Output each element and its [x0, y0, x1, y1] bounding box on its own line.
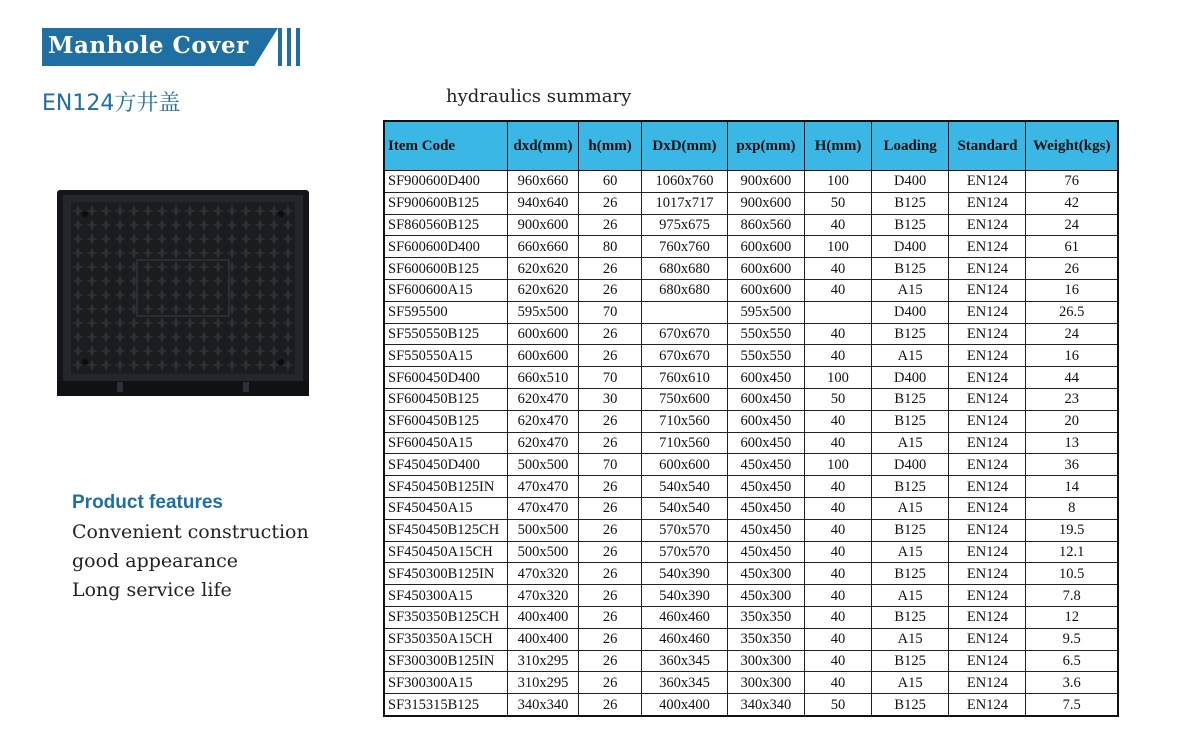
loading-cell: B125	[871, 214, 949, 236]
loading-cell: B125	[871, 258, 949, 280]
table-row	[384, 214, 1118, 236]
standard-cell: EN124	[949, 367, 1026, 389]
h-cell: 26	[578, 432, 641, 454]
dxd-cell: 310x295	[508, 650, 579, 672]
standard-cell: EN124	[949, 585, 1026, 607]
h-cell: 80	[578, 236, 641, 258]
H-cell: 40	[805, 410, 871, 432]
feature-item: Convenient construction	[72, 521, 309, 543]
weight-cell: 14	[1026, 476, 1118, 498]
H-cell: 40	[805, 323, 871, 345]
manhole-cover-photo	[57, 190, 309, 396]
outer-dxd-cell: 1017x717	[642, 192, 727, 214]
loading-cell: B125	[871, 476, 949, 498]
H-cell: 40	[805, 628, 871, 650]
dxd-cell: 900x600	[508, 214, 579, 236]
item-code-cell: SF550550B125	[384, 323, 508, 345]
pxp-cell: 300x300	[727, 650, 805, 672]
standard-cell: EN124	[949, 476, 1026, 498]
item-code-cell: SF600450B125	[384, 388, 508, 410]
item-code-cell: SF600450A15	[384, 432, 508, 454]
h-cell: 26	[578, 214, 641, 236]
item-code-cell: SF350350B125CH	[384, 606, 508, 628]
item-code-cell: SF450450A15CH	[384, 541, 508, 563]
outer-dxd-cell: 975x675	[642, 214, 727, 236]
pxp-cell: 450x450	[727, 519, 805, 541]
outer-dxd-cell: 670x670	[642, 345, 727, 367]
outer-dxd-cell: 710x560	[642, 432, 727, 454]
H-cell: 40	[805, 279, 871, 301]
H-cell: 50	[805, 388, 871, 410]
outer-dxd-cell: 710x560	[642, 410, 727, 432]
pxp-cell: 340x340	[727, 694, 805, 716]
pxp-cell: 450x300	[727, 585, 805, 607]
outer-dxd-cell: 680x680	[642, 258, 727, 280]
dxd-cell: 500x500	[508, 454, 579, 476]
standard-cell: EN124	[949, 236, 1026, 258]
table-row	[384, 541, 1118, 563]
H-cell: 100	[805, 367, 871, 389]
outer-dxd-cell: 400x400	[642, 694, 727, 716]
H-cell: 40	[805, 606, 871, 628]
weight-cell: 61	[1026, 236, 1118, 258]
h-cell: 26	[578, 585, 641, 607]
pxp-cell: 600x450	[727, 367, 805, 389]
pxp-cell: 900x600	[727, 171, 805, 193]
weight-cell: 24	[1026, 323, 1118, 345]
table-row	[384, 454, 1118, 476]
H-cell: 100	[805, 454, 871, 476]
item-code-cell: SF350350A15CH	[384, 628, 508, 650]
h-cell: 26	[578, 563, 641, 585]
dxd-cell: 310x295	[508, 672, 579, 694]
h-cell: 30	[578, 388, 641, 410]
H-cell	[805, 301, 871, 323]
h-cell: 26	[578, 345, 641, 367]
standard-cell: EN124	[949, 171, 1026, 193]
dxd-cell: 400x400	[508, 628, 579, 650]
outer-dxd-cell: 460x460	[642, 628, 727, 650]
column-header: dxd(mm)	[508, 121, 579, 171]
loading-cell: B125	[871, 323, 949, 345]
outer-dxd-cell: 540x540	[642, 497, 727, 519]
standard-cell: EN124	[949, 301, 1026, 323]
loading-cell: B125	[871, 650, 949, 672]
page-subtitle: EN124方井盖	[42, 91, 181, 116]
H-cell: 100	[805, 236, 871, 258]
pxp-cell: 550x550	[727, 345, 805, 367]
h-cell: 26	[578, 519, 641, 541]
outer-dxd-cell	[642, 301, 727, 323]
table-row	[384, 563, 1118, 585]
dxd-cell: 470x470	[508, 476, 579, 498]
table-row	[384, 279, 1118, 301]
weight-cell: 12.1	[1026, 541, 1118, 563]
dxd-cell: 470x320	[508, 563, 579, 585]
loading-cell: B125	[871, 519, 949, 541]
standard-cell: EN124	[949, 519, 1026, 541]
H-cell: 40	[805, 541, 871, 563]
h-cell: 70	[578, 301, 641, 323]
dxd-cell: 470x470	[508, 497, 579, 519]
table-header-row	[384, 121, 1118, 171]
item-code-cell: SF300300A15	[384, 672, 508, 694]
h-cell: 26	[578, 541, 641, 563]
H-cell: 40	[805, 432, 871, 454]
outer-dxd-cell: 360x345	[642, 650, 727, 672]
weight-cell: 13	[1026, 432, 1118, 454]
dxd-cell: 500x500	[508, 541, 579, 563]
table-row	[384, 258, 1118, 280]
h-cell: 26	[578, 497, 641, 519]
loading-cell: A15	[871, 279, 949, 301]
pxp-cell: 550x550	[727, 323, 805, 345]
table-row	[384, 345, 1118, 367]
h-cell: 26	[578, 476, 641, 498]
outer-dxd-cell: 570x570	[642, 519, 727, 541]
weight-cell: 12	[1026, 606, 1118, 628]
dxd-cell: 620x470	[508, 410, 579, 432]
H-cell: 40	[805, 476, 871, 498]
loading-cell: A15	[871, 541, 949, 563]
H-cell: 50	[805, 694, 871, 716]
outer-dxd-cell: 600x600	[642, 454, 727, 476]
item-code-cell: SF550550A15	[384, 345, 508, 367]
H-cell: 50	[805, 192, 871, 214]
dxd-cell: 595x500	[508, 301, 579, 323]
item-code-cell: SF900600B125	[384, 192, 508, 214]
spec-table	[383, 120, 1119, 717]
column-header: Loading	[871, 121, 949, 171]
pxp-cell: 450x300	[727, 563, 805, 585]
dxd-cell: 600x600	[508, 323, 579, 345]
loading-cell: A15	[871, 345, 949, 367]
loading-cell: B125	[871, 563, 949, 585]
outer-dxd-cell: 570x570	[642, 541, 727, 563]
column-header: Standard	[949, 121, 1026, 171]
dxd-cell: 400x400	[508, 606, 579, 628]
dxd-cell: 660x660	[508, 236, 579, 258]
h-cell: 26	[578, 279, 641, 301]
outer-dxd-cell: 1060x760	[642, 171, 727, 193]
item-code-cell: SF900600D400	[384, 171, 508, 193]
h-cell: 70	[578, 367, 641, 389]
weight-cell: 8	[1026, 497, 1118, 519]
table-row	[384, 432, 1118, 454]
table-row	[384, 301, 1118, 323]
pxp-cell: 450x450	[727, 476, 805, 498]
standard-cell: EN124	[949, 345, 1026, 367]
h-cell: 26	[578, 672, 641, 694]
h-cell: 26	[578, 694, 641, 716]
table-row	[384, 672, 1118, 694]
item-code-cell: SF860560B125	[384, 214, 508, 236]
pxp-cell: 600x450	[727, 432, 805, 454]
table-row	[384, 410, 1118, 432]
standard-cell: EN124	[949, 388, 1026, 410]
h-cell: 26	[578, 628, 641, 650]
loading-cell: A15	[871, 497, 949, 519]
h-cell: 60	[578, 171, 641, 193]
H-cell: 40	[805, 563, 871, 585]
weight-cell: 7.5	[1026, 694, 1118, 716]
weight-cell: 36	[1026, 454, 1118, 476]
H-cell: 40	[805, 519, 871, 541]
H-cell: 40	[805, 497, 871, 519]
weight-cell: 16	[1026, 279, 1118, 301]
item-code-cell: SF600600D400	[384, 236, 508, 258]
item-code-cell: SF600600B125	[384, 258, 508, 280]
h-cell: 70	[578, 454, 641, 476]
weight-cell: 6.5	[1026, 650, 1118, 672]
weight-cell: 42	[1026, 192, 1118, 214]
dxd-cell: 340x340	[508, 694, 579, 716]
h-cell: 26	[578, 410, 641, 432]
weight-cell: 3.6	[1026, 672, 1118, 694]
standard-cell: EN124	[949, 279, 1026, 301]
column-header: pxp(mm)	[727, 121, 805, 171]
table-caption: hydraulics summary	[446, 86, 632, 107]
item-code-cell: SF450300B125IN	[384, 563, 508, 585]
H-cell: 40	[805, 214, 871, 236]
standard-cell: EN124	[949, 497, 1026, 519]
pxp-cell: 600x450	[727, 410, 805, 432]
h-cell: 26	[578, 258, 641, 280]
loading-cell: D400	[871, 367, 949, 389]
dxd-cell: 620x470	[508, 388, 579, 410]
weight-cell: 44	[1026, 367, 1118, 389]
dxd-cell: 960x660	[508, 171, 579, 193]
h-cell: 26	[578, 606, 641, 628]
outer-dxd-cell: 540x390	[642, 563, 727, 585]
table-row	[384, 497, 1118, 519]
item-code-cell: SF450300A15	[384, 585, 508, 607]
dxd-cell: 620x620	[508, 258, 579, 280]
pxp-cell: 595x500	[727, 301, 805, 323]
pxp-cell: 600x600	[727, 279, 805, 301]
standard-cell: EN124	[949, 432, 1026, 454]
table-row	[384, 171, 1118, 193]
dxd-cell: 620x620	[508, 279, 579, 301]
item-code-cell: SF450450B125CH	[384, 519, 508, 541]
standard-cell: EN124	[949, 454, 1026, 476]
standard-cell: EN124	[949, 323, 1026, 345]
loading-cell: D400	[871, 454, 949, 476]
table-row	[384, 628, 1118, 650]
loading-cell: D400	[871, 301, 949, 323]
table-row	[384, 192, 1118, 214]
table-body	[384, 171, 1118, 716]
weight-cell: 24	[1026, 214, 1118, 236]
loading-cell: D400	[871, 236, 949, 258]
standard-cell: EN124	[949, 650, 1026, 672]
outer-dxd-cell: 760x760	[642, 236, 727, 258]
loading-cell: A15	[871, 432, 949, 454]
weight-cell: 9.5	[1026, 628, 1118, 650]
table-row	[384, 585, 1118, 607]
pxp-cell: 350x350	[727, 628, 805, 650]
dxd-cell: 660x510	[508, 367, 579, 389]
table-row	[384, 519, 1118, 541]
dxd-cell: 470x320	[508, 585, 579, 607]
weight-cell: 16	[1026, 345, 1118, 367]
outer-dxd-cell: 540x540	[642, 476, 727, 498]
table-row	[384, 388, 1118, 410]
outer-dxd-cell: 360x345	[642, 672, 727, 694]
column-header: H(mm)	[805, 121, 871, 171]
outer-dxd-cell: 750x600	[642, 388, 727, 410]
pxp-cell: 600x450	[727, 388, 805, 410]
pxp-cell: 600x600	[727, 236, 805, 258]
loading-cell: A15	[871, 585, 949, 607]
column-header: h(mm)	[578, 121, 641, 171]
standard-cell: EN124	[949, 214, 1026, 236]
item-code-cell: SF450450B125IN	[384, 476, 508, 498]
h-cell: 26	[578, 192, 641, 214]
loading-cell: B125	[871, 694, 949, 716]
H-cell: 40	[805, 585, 871, 607]
standard-cell: EN124	[949, 694, 1026, 716]
pxp-cell: 350x350	[727, 606, 805, 628]
h-cell: 26	[578, 323, 641, 345]
weight-cell: 26	[1026, 258, 1118, 280]
pxp-cell: 300x300	[727, 672, 805, 694]
item-code-cell: SF450450D400	[384, 454, 508, 476]
loading-cell: A15	[871, 672, 949, 694]
outer-dxd-cell: 670x670	[642, 323, 727, 345]
outer-dxd-cell: 460x460	[642, 606, 727, 628]
standard-cell: EN124	[949, 628, 1026, 650]
outer-dxd-cell: 540x390	[642, 585, 727, 607]
pxp-cell: 450x450	[727, 541, 805, 563]
features-title: Product features	[72, 492, 223, 513]
standard-cell: EN124	[949, 563, 1026, 585]
standard-cell: EN124	[949, 192, 1026, 214]
outer-dxd-cell: 760x610	[642, 367, 727, 389]
column-header: Weight(kgs)	[1026, 121, 1118, 171]
table-row	[384, 650, 1118, 672]
standard-cell: EN124	[949, 410, 1026, 432]
dxd-cell: 620x470	[508, 432, 579, 454]
table-row	[384, 694, 1118, 716]
weight-cell: 20	[1026, 410, 1118, 432]
H-cell: 40	[805, 650, 871, 672]
table-row	[384, 323, 1118, 345]
standard-cell: EN124	[949, 672, 1026, 694]
title-stripes-decoration	[274, 28, 304, 66]
loading-cell: B125	[871, 388, 949, 410]
pxp-cell: 860x560	[727, 214, 805, 236]
pxp-cell: 600x600	[727, 258, 805, 280]
table-row	[384, 236, 1118, 258]
title-banner	[42, 28, 282, 66]
loading-cell: A15	[871, 628, 949, 650]
page-title: Manhole Cover	[48, 32, 249, 59]
item-code-cell: SF450450A15	[384, 497, 508, 519]
loading-cell: B125	[871, 606, 949, 628]
h-cell: 26	[578, 650, 641, 672]
weight-cell: 10.5	[1026, 563, 1118, 585]
feature-item: good appearance	[72, 550, 238, 572]
weight-cell: 19.5	[1026, 519, 1118, 541]
item-code-cell: SF300300B125IN	[384, 650, 508, 672]
standard-cell: EN124	[949, 258, 1026, 280]
loading-cell: D400	[871, 171, 949, 193]
pxp-cell: 900x600	[727, 192, 805, 214]
H-cell: 100	[805, 171, 871, 193]
dxd-cell: 500x500	[508, 519, 579, 541]
item-code-cell: SF600450B125	[384, 410, 508, 432]
loading-cell: B125	[871, 192, 949, 214]
standard-cell: EN124	[949, 541, 1026, 563]
pxp-cell: 450x450	[727, 497, 805, 519]
pxp-cell: 450x450	[727, 454, 805, 476]
dxd-cell: 600x600	[508, 345, 579, 367]
table-row	[384, 476, 1118, 498]
table-row	[384, 367, 1118, 389]
dxd-cell: 940x640	[508, 192, 579, 214]
column-header: DxD(mm)	[642, 121, 727, 171]
item-code-cell: SF315315B125	[384, 694, 508, 716]
H-cell: 40	[805, 258, 871, 280]
column-header: Item Code	[384, 121, 508, 171]
H-cell: 40	[805, 345, 871, 367]
standard-cell: EN124	[949, 606, 1026, 628]
item-code-cell: SF600450D400	[384, 367, 508, 389]
weight-cell: 7.8	[1026, 585, 1118, 607]
item-code-cell: SF595500	[384, 301, 508, 323]
weight-cell: 26.5	[1026, 301, 1118, 323]
item-code-cell: SF600600A15	[384, 279, 508, 301]
weight-cell: 23	[1026, 388, 1118, 410]
table-row	[384, 606, 1118, 628]
loading-cell: B125	[871, 410, 949, 432]
weight-cell: 76	[1026, 171, 1118, 193]
H-cell: 40	[805, 672, 871, 694]
feature-item: Long service life	[72, 579, 232, 601]
outer-dxd-cell: 680x680	[642, 279, 727, 301]
